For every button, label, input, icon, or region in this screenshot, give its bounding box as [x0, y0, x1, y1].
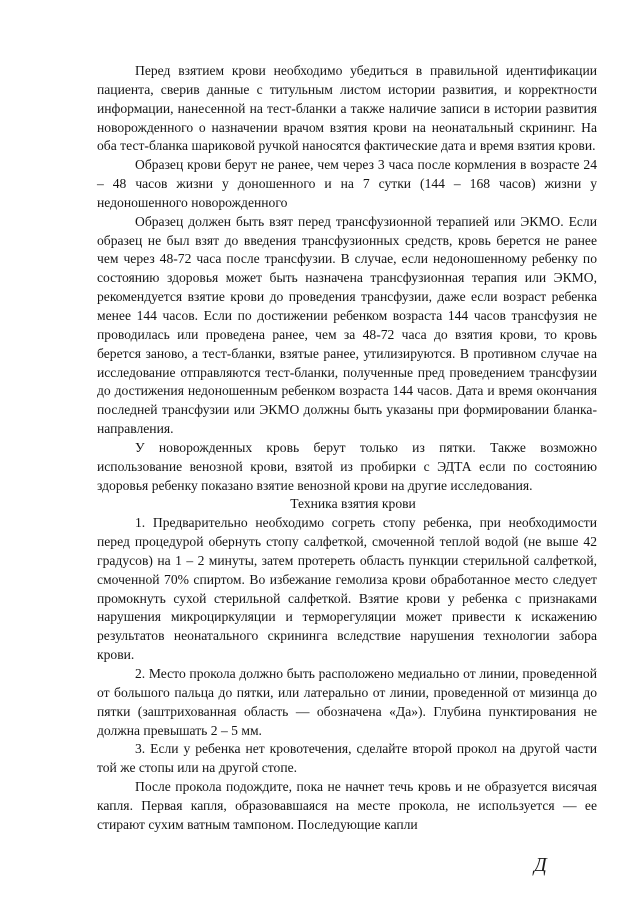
step-3: 3. Если у ребенка нет кровотечения, сделайте второй прокол на другой части той же стопы или на другой стопе.: [97, 741, 597, 776]
step-2: 2. Место прокола должно быть расположено медиально от линии, проведенной от большого пальца до пятки, или латерально от линии, проведенной от мизинца до пятки (заштрихованная область — обозначена «Да»). Глубина пунктирования не должна превышать 2 – 5 мм.: [97, 666, 597, 738]
paragraph-heel-sampling: У новорожденных кровь берут только из пятки. Также возможно использование венозной крови, взятой из пробирки с ЭДТА если по состоянию здоровья ребенку показано взятие венозной крови на другие исследования.: [97, 439, 597, 493]
paragraph-sampling-time: Образец крови берут не ранее, чем через 3 часа после кормления в возрасте 24 – 48 часов жизни у доношенного и на 7 сутки (144 – 168 часов) жизни у недоношенного новорожденного: [97, 157, 597, 210]
paragraph-identification: Перед взятием крови необходимо убедиться в правильной идентификации пациента, сверив данные с титульным листом истории развития, и корректности информации, нанесенной на тест-бланки а также наличие записи в истории развития новорожденного о назначении врачом взятия крови на неонатальный скрининг. На оба тест-бланка шариковой ручкой наносятся фактические дата и время взятия крови.: [97, 63, 597, 154]
section-heading: Техника взятия крови: [290, 496, 416, 512]
document-body: [97, 62, 597, 835]
paragraph-transfusion: Образец должен быть взят перед трансфузионной терапией или ЭКМО. Если образец не был взят до введения трансфузионных средств, кровь берется не ранее чем через 48-72 часа после трансфузии. В случае, если недоношенному ребенку по состоянию здоровья может быть назначена трансфузионная терапия или ЭКМО, рекомендуется взятие крови до проведения трансфузии, даже если возраст ребенка менее 144 часов. Если по достижении ребенком возраста 144 часов трансфузия не проводилась или проведена ранее, чем за 48-72 часа до взятия крови, то кровь берется заново, а тест-бланки, взятые ранее, утилизируются. В противном случае на исследование отправляются тест-бланки, полученные пред проведением трансфузии до достижения недоношенным ребенком возраста 144 часов. Дата и время окончания последней трансфузии или ЭКМО должны быть указаны при формировании бланка-направления.: [97, 213, 597, 437]
handwritten-initial: Д: [534, 854, 547, 876]
paragraph-closing: После прокола подождите, пока не начнет течь кровь и не образуется висячая капля. Первая капля, образовавшаяся на месте прокола, не используется — ее стирают сухим ватным тампоном. Последующие капли: [97, 779, 597, 832]
step-1: 1. Предварительно необходимо согреть стопу ребенка, при необходимости перед процедурой обернуть стопу салфеткой, смоченной теплой водой (не выше 42 градусов) на 1 – 2 минуты, затем протереть область пункции стерильной салфеткой, смоченной 70% спиртом. Во избежание гемолиза крови обработанное место следует промокнуть сухой стерильной салфеткой. Взятие крови у ребенка с признаками нарушения микроциркуляции и терморегуляции может привести к искажению результатов неонатального скрининга вследствие нарушения технологии забора крови.: [97, 515, 597, 663]
